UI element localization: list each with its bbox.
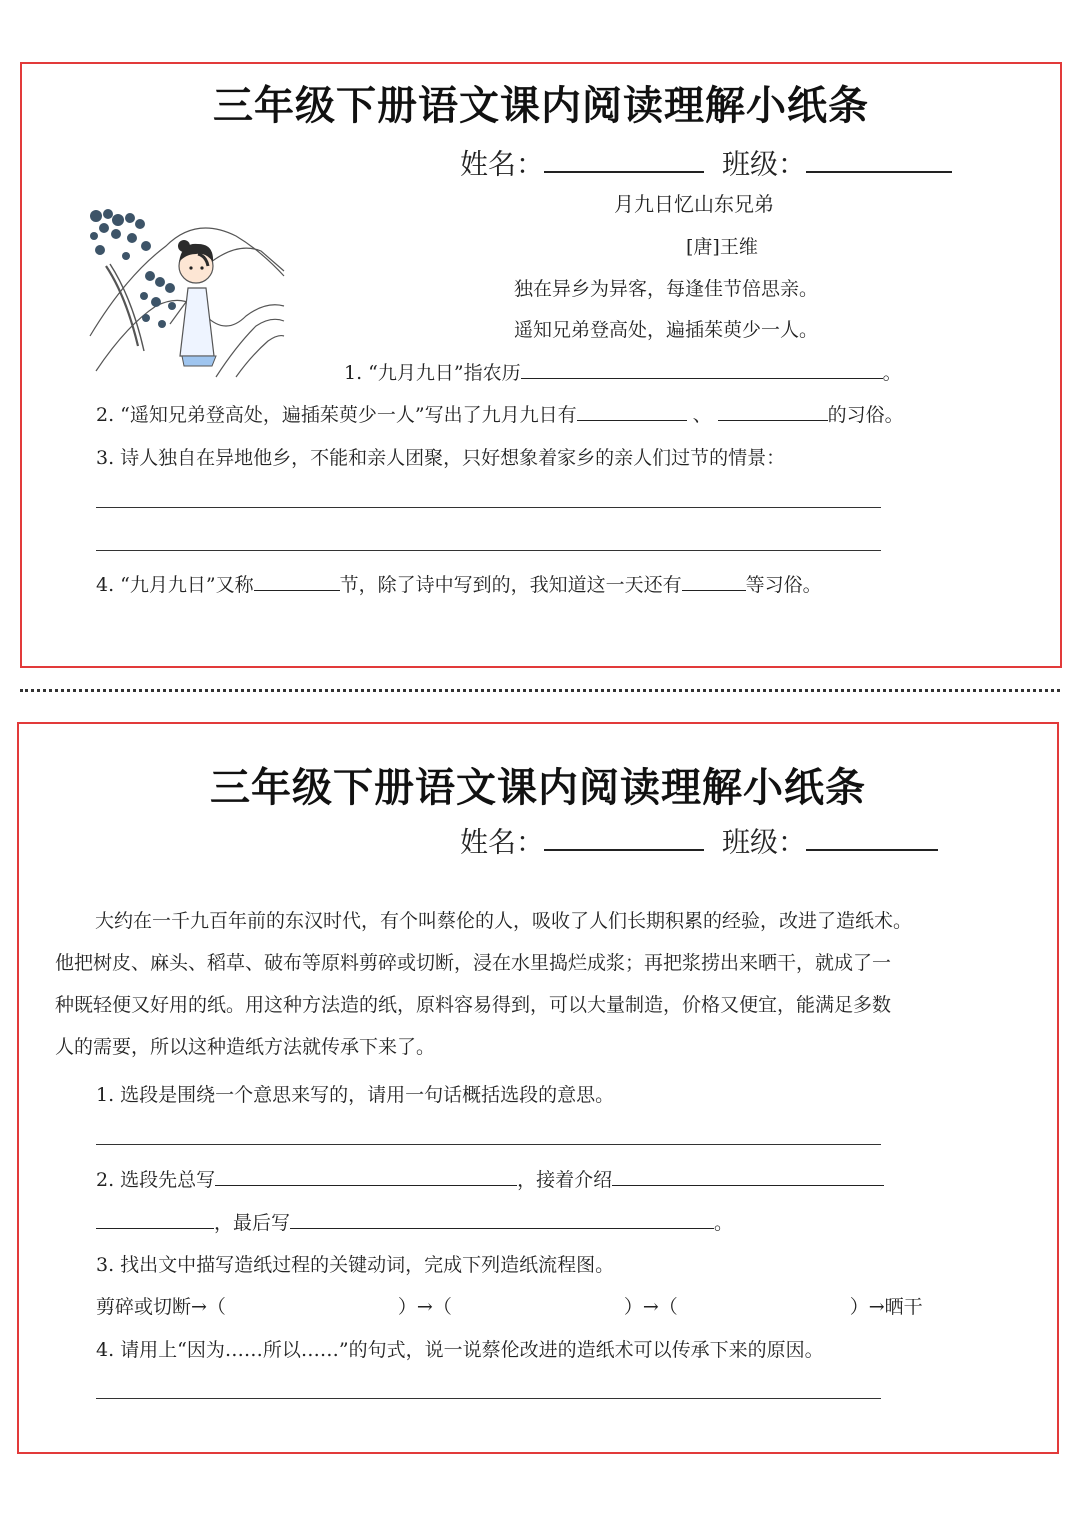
q2-answer-blank-4[interactable]	[290, 1210, 714, 1229]
passage-line-4: 人的需要，所以这种造纸方法就传承下来了。	[55, 1036, 436, 1058]
papermaking-flowchart	[96, 1292, 923, 1319]
class-field	[722, 820, 938, 860]
passage-line-3: 种既轻便又好用的纸。用这种方法造的纸，原料容易得到，可以大量制造，价格又便宜，能满足多数	[55, 994, 892, 1016]
q3-answer-line-2[interactable]	[96, 550, 881, 551]
worksheet-title: 三年级下册语文课内阅读理解小纸条	[210, 765, 866, 811]
class-field	[722, 142, 952, 182]
poem-author: [唐]王维	[686, 236, 758, 258]
question-4: 4. “九月九日”又称 节，除了诗中写到的，我知道这一天还有 等习俗。	[96, 574, 822, 596]
q4-answer-blank-1[interactable]	[254, 572, 340, 591]
worksheet-card-passage	[17, 722, 1059, 1454]
class-blank[interactable]	[806, 820, 938, 851]
poem-title: 月九日忆山东兄弟	[614, 192, 774, 216]
name-blank[interactable]	[544, 820, 704, 851]
q2-answer-blank-1[interactable]	[577, 402, 687, 421]
name-label: 姓名：	[460, 147, 545, 181]
passage-line-1: 大约在一千九百年前的东汉时代，有个叫蔡伦的人，吸收了人们长期积累的经验，改进了造纸术。	[95, 910, 913, 932]
poem-line-2: 遥知兄弟登高处，遍插茱萸少一人。	[514, 319, 819, 341]
q2-answer-blank-2[interactable]	[718, 402, 828, 421]
name-blank[interactable]	[544, 142, 704, 173]
worksheet-card-poem	[20, 62, 1062, 668]
reading-passage	[55, 900, 1055, 1068]
name-label: 姓名：	[460, 825, 545, 859]
poem-line-1: 独在异乡为异客，每逢佳节倍思亲。	[514, 278, 819, 300]
question-1: 1. 选段是围绕一个意思来写的，请用一句话概括选段的意思。	[96, 1084, 615, 1106]
q1-answer-blank[interactable]	[521, 360, 883, 379]
class-label: 班级：	[722, 147, 807, 181]
question-2-continued: ，最后写 。	[96, 1208, 733, 1235]
q2-answer-blank-2[interactable]	[612, 1167, 884, 1186]
flow-arrow-1: ）→（	[397, 1296, 452, 1318]
question-2: 2. “遥知兄弟登高处，遍插茱萸少一人”写出了九月九日有 、 的习俗。	[96, 404, 904, 426]
q3-answer-line-1[interactable]	[96, 507, 881, 508]
dotted-cut-line	[20, 689, 1060, 692]
passage-line-2: 他把树皮、麻头、稻草、破布等原料剪碎或切断，浸在水里捣烂成浆；再把浆捞出来晒干，就成了一	[55, 952, 892, 974]
class-label: 班级：	[722, 825, 807, 859]
name-field	[460, 820, 704, 860]
q4-answer-blank-2[interactable]	[682, 572, 746, 591]
q4-answer-line[interactable]	[96, 1398, 881, 1399]
class-blank[interactable]	[806, 142, 952, 173]
name-field	[460, 142, 704, 182]
question-3: 3. 诗人独自在异地他乡，不能和亲人团聚，只好想象着家乡的亲人们过节的情景：	[96, 447, 786, 469]
q2-answer-blank-3[interactable]	[96, 1210, 214, 1229]
question-4: 4. 请用上“因为……所以……”的句式，说一说蔡伦改进的造纸术可以传承下来的原因。	[96, 1339, 824, 1361]
flow-arrow-2: ）→（	[623, 1296, 678, 1318]
worksheet-title: 三年级下册语文课内阅读理解小纸条	[213, 83, 869, 129]
question-3: 3. 找出文中描写造纸过程的关键动词，完成下列造纸流程图。	[96, 1254, 615, 1276]
flow-step-start: 剪碎或切断→（	[96, 1296, 226, 1318]
poet-mountain-illustration	[86, 206, 286, 378]
flow-step-end: ）→晒干	[849, 1296, 923, 1318]
question-2: 2. 选段先总写 ，接着介绍	[96, 1165, 884, 1192]
q1-answer-line[interactable]	[96, 1144, 881, 1145]
question-1: 1. “九月九日”指农历 。	[344, 362, 902, 384]
q2-answer-blank-1[interactable]	[215, 1167, 517, 1186]
